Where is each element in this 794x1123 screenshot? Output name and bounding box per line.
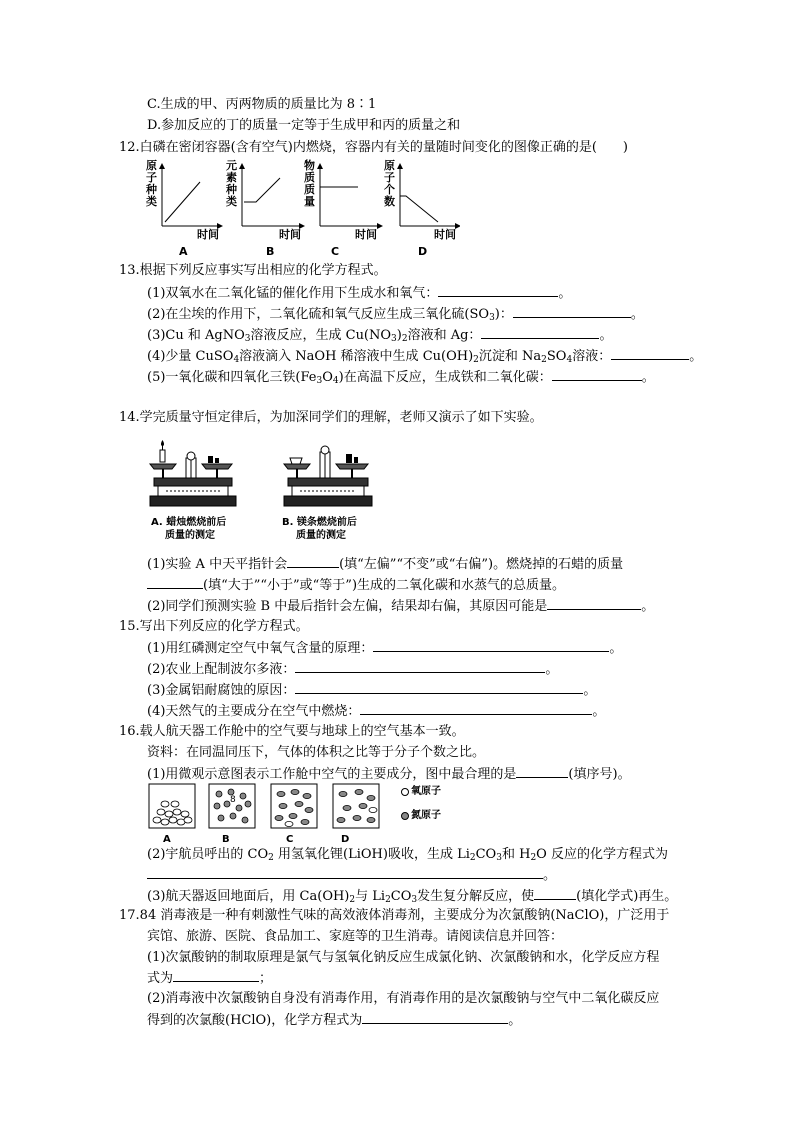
graph-a-line bbox=[165, 182, 200, 222]
q17-line-1: 17.84 消毒液是一种有刺激性气味的高效液体消毒剂，主要成分为次氯酸钠(NaClO)，广泛用于 bbox=[119, 908, 670, 923]
q16-item-1: (1)用微观示意图表示工作舱中空气的主要成分，图中最合理的是 (填序号)。 bbox=[147, 767, 631, 782]
q13-item-1: (1)双氧水在二氧化锰的催化作用下生成水和氧气： 。 bbox=[147, 286, 572, 301]
q12-stem: 12.白磷在密闭容器(含有空气)内燃烧，容器内有关的量随时间变化的图像正确的是( ) bbox=[119, 140, 628, 155]
legend-symbols bbox=[400, 787, 410, 823]
q14-item-2: (2)同学们预测实验 B 中最后指针会左偏，结果却右偏，其原因可能是 。 bbox=[147, 599, 655, 614]
q12-graphs bbox=[140, 160, 460, 258]
graph-b-xlabel: 时间 bbox=[279, 228, 301, 241]
q17-line-6: 得到的次氯酸(HClO)，化学方程式为 。 bbox=[147, 1013, 522, 1028]
graph-d-letter: D bbox=[418, 245, 428, 258]
graph-c-xlabel: 时间 bbox=[355, 228, 377, 241]
answer-blank[interactable] bbox=[360, 702, 592, 715]
balance-b-caption: B. 镁条燃烧前后 质量的测定 bbox=[282, 517, 357, 541]
graph-a-letter: A bbox=[179, 245, 188, 258]
balance-a-caption: A. 蜡烛燃烧前后 质量的测定 bbox=[151, 517, 227, 541]
answer-blank[interactable] bbox=[147, 576, 203, 589]
q15-item-2: (2)农业上配制波尔多液： 。 bbox=[147, 662, 559, 677]
q16-item-3: (3)航天器返回地面后，用 $Ca(OH)_2$与 $Li_2CO_3$发生复分解反应，使 (填化学式)再生。 bbox=[147, 889, 678, 905]
q16-info: 资料：在同温同压下，气体的体积之比等于分子个数之比。 bbox=[147, 745, 486, 760]
answer-blank[interactable] bbox=[373, 639, 609, 652]
graph-a-ylabel: 原 子 种 类 bbox=[146, 159, 157, 208]
answer-blank[interactable] bbox=[295, 681, 583, 694]
q13-item-3: (3)Cu 和 AgNO$_3$溶液反应，生成 $Cu(NO_3)_2$溶液和 Ag： 。 bbox=[147, 328, 613, 344]
svg-text:8: 8 bbox=[230, 795, 236, 805]
particle-boxes bbox=[147, 782, 397, 832]
answer-blank[interactable] bbox=[287, 555, 339, 568]
balance-b-figure bbox=[280, 438, 380, 514]
q16-item-2-answer: 。 bbox=[147, 866, 556, 885]
graph-b-ylabel: 元 素 种 类 bbox=[226, 159, 237, 208]
graph-b-line bbox=[244, 178, 280, 202]
box-label-a: A bbox=[163, 834, 171, 845]
box-label-b: B bbox=[222, 834, 230, 845]
graph-a bbox=[162, 164, 222, 226]
q14-stem: 14.学完质量守恒定律后，为加深同学们的理解，老师又演示了如下实验。 bbox=[119, 410, 543, 425]
answer-blank[interactable] bbox=[173, 969, 259, 982]
graph-c-letter: C bbox=[331, 245, 340, 258]
q14-item-1: (1)实验 A 中天平指针会 (填“左偏”“不变”或“右偏”)。燃烧掉的石蜡的质量 bbox=[147, 557, 624, 572]
answer-blank[interactable] bbox=[534, 887, 576, 900]
answer-blank[interactable] bbox=[516, 765, 568, 778]
graph-d bbox=[400, 164, 460, 226]
answer-blank[interactable] bbox=[438, 284, 558, 297]
answer-blank[interactable] bbox=[552, 368, 642, 381]
q16-item-2: (2)宇航员呼出的 $CO_2$ 用氢氧化锂(LiOH)吸收，生成 $Li_2CO_3$和 $H_2O$ 反应的化学方程式为 bbox=[147, 847, 668, 863]
q17-line-3: (1)次氯酸钠的制取原理是氯气与氢氧化钠反应生成氯化钠、次氯酸钠和水，化学反应方程 bbox=[147, 950, 660, 965]
q15-item-3: (3)金属铝耐腐蚀的原因： 。 bbox=[147, 683, 597, 698]
answer-blank[interactable] bbox=[611, 347, 689, 360]
balance-a-figure bbox=[146, 438, 246, 514]
graph-d-ylabel: 原 子 个 数 bbox=[384, 159, 395, 208]
box-label-c: C bbox=[286, 834, 294, 845]
q17-line-4: 式为 ； bbox=[147, 971, 273, 986]
q15-item-1: (1)用红磷测定空气中氧气含量的原理： 。 bbox=[147, 641, 623, 656]
nitrogen-atom-icon bbox=[402, 813, 409, 820]
graph-d-xlabel: 时间 bbox=[434, 228, 456, 241]
answer-blank[interactable] bbox=[513, 305, 631, 318]
graph-c bbox=[320, 164, 382, 226]
graph-a-xlabel: 时间 bbox=[197, 228, 219, 241]
q13-item-4: (4)少量 CuSO$_4$溶液滴入 NaOH 稀溶液中生成 $Cu(OH)_2$沉淀和 $Na_2SO_4$溶液： 。 bbox=[147, 349, 703, 365]
q17-line-5: (2)消毒液中次氯酸钠自身没有消毒作用，有消毒作用的是次氯酸钠与空气中二氧化碳反应 bbox=[147, 991, 660, 1006]
q11-option-d: D.参加反应的丁的质量一定等于生成甲和丙的质量之和 bbox=[147, 118, 461, 133]
answer-blank[interactable] bbox=[295, 660, 545, 673]
q15-stem: 15.写出下列反应的化学方程式。 bbox=[119, 619, 309, 634]
q13-item-2: (2)在尘埃的作用下，二氧化硫和氧气反应生成三氧化硫$(SO_3)$： 。 bbox=[147, 307, 644, 323]
q14-item-1-cont: (填“大于”“小于”或“等于”)生成的二氧化碳和水蒸气的总质量。 bbox=[147, 576, 565, 595]
q16-stem: 16.载人航天器工作舱中的空气要与地球上的空气基本一致。 bbox=[119, 724, 465, 739]
graph-d-line bbox=[400, 196, 438, 222]
legend-nitrogen: 氮原子 bbox=[411, 810, 441, 821]
answer-blank[interactable] bbox=[147, 866, 543, 879]
q17-line-2: 宾馆、旅游、医院、食品加工、家庭等的卫生消毒。请阅读信息并回答： bbox=[147, 929, 564, 944]
q15-item-4: (4)天然气的主要成分在空气中燃烧： 。 bbox=[147, 704, 606, 719]
answer-blank[interactable] bbox=[481, 326, 599, 339]
answer-blank[interactable] bbox=[547, 597, 641, 610]
oxygen-atom-icon bbox=[402, 789, 409, 796]
answer-blank[interactable] bbox=[362, 1011, 508, 1024]
q13-item-5: (5)一氧化碳和四氧化三铁$(Fe_3O_4)$在高温下反应，生成铁和二氧化碳： 。 bbox=[147, 370, 655, 386]
graph-b-letter: B bbox=[266, 245, 275, 258]
q11-option-c: C.生成的甲、丙两物质的质量比为 8∶1 bbox=[147, 97, 377, 112]
q13-stem: 13.根据下列反应事实写出相应的化学方程式。 bbox=[119, 263, 387, 278]
box-label-d: D bbox=[341, 834, 350, 845]
legend-oxygen: 氧原子 bbox=[411, 786, 441, 797]
graph-b bbox=[242, 164, 304, 226]
graph-c-ylabel: 物 质 质 量 bbox=[304, 159, 315, 208]
